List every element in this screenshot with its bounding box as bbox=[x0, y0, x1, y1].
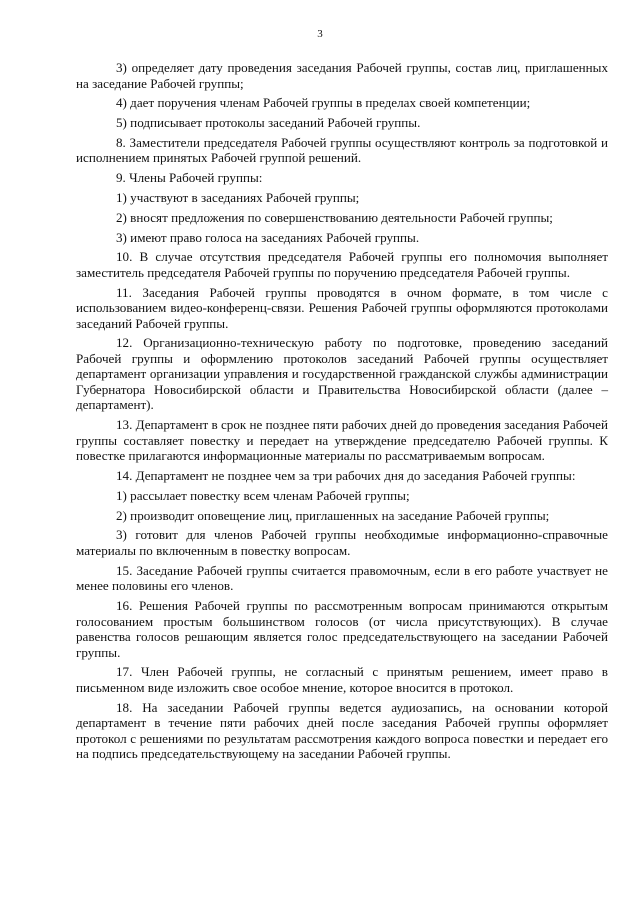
paragraph: 1) участвуют в заседаниях Рабочей группы; bbox=[116, 189, 360, 205]
paragraph: 12. Организационно-техническую работу по подготовке, проведению заседаний Рабочей группы и оформлению протоколов заседаний Рабочей группы осуществляет департамент организации управления и государственной гражданской службы администрации Губернатора Новосибирской области и Правительства Новосибирской области (далее – департамент). bbox=[76, 335, 608, 413]
page-number: 3 bbox=[317, 28, 323, 40]
document-body bbox=[76, 60, 608, 766]
paragraph: 5) подписывает протоколы заседаний Рабочей группы. bbox=[116, 115, 421, 131]
paragraph: 16. Решения Рабочей группы по рассмотренным вопросам принимаются открытым голосованием простым большинством голосов (от числа присутствующих). В случае равенства голосов решающим является голос председательствующего на заседании Рабочей группы. bbox=[76, 598, 608, 660]
paragraph: 1) рассылает повестку всем членам Рабочей группы; bbox=[116, 487, 410, 503]
paragraph: 3) имеют право голоса на заседаниях Рабочей группы. bbox=[116, 229, 420, 245]
paragraph: 10. В случае отсутствия председателя Рабочей группы его полномочия выполняет заместитель председателя Рабочей группы по поручению председателя Рабочей группы. bbox=[76, 249, 608, 280]
paragraph: 8. Заместители председателя Рабочей группы осуществляют контроль за подготовкой и исполнением принятых Рабочей группой решений. bbox=[76, 134, 608, 166]
paragraph: 3) готовит для членов Рабочей группы необходимые информационно-справочные материалы по включенным в повестку вопросам. bbox=[76, 527, 608, 558]
paragraph: 3) определяет дату проведения заседания Рабочей группы, состав лиц, приглашенных на заседание Рабочей группы; bbox=[76, 60, 608, 91]
paragraph: 18. На заседании Рабочей группы ведется аудиозапись, на основании которой департамент в течение пяти рабочих дней после заседания Рабочей группы оформляет протокол с решениями по результатам рассмотрения каждого вопроса повестки и передает его на подпись председательствующему на заседании Рабочей группы. bbox=[76, 699, 608, 762]
paragraph: 15. Заседание Рабочей группы считается правомочным, если в его работе участвует не менее половины его членов. bbox=[76, 562, 608, 594]
paragraph: 9. Члены Рабочей группы: bbox=[116, 170, 263, 186]
paragraph: 2) вносят предложения по совершенствованию деятельности Рабочей группы; bbox=[116, 209, 553, 225]
paragraph: 2) производит оповещение лиц, приглашенных на заседание Рабочей группы; bbox=[116, 507, 550, 523]
paragraph: 14. Департамент не позднее чем за три рабочих дня до заседания Рабочей группы: bbox=[116, 468, 576, 484]
paragraph: 17. Член Рабочей группы, не согласный с принятым решением, имеет право в письменном виде изложить свое особое мнение, которое вносится в протокол. bbox=[76, 664, 608, 695]
paragraph: 11. Заседания Рабочей группы проводятся в очном формате, в том числе с использованием видео-конференц-связи. Решения Рабочей группы оформляются протоколами заседаний Рабочей группы. bbox=[76, 284, 608, 331]
paragraph: 13. Департамент в срок не позднее пяти рабочих дней до проведения заседания Рабочей группы составляет повестку и передает на утверждение председателю Рабочей группы. К повестке прилагаются информационные материалы по рассматриваемым вопросам. bbox=[76, 417, 608, 464]
paragraph: 4) дает поручения членам Рабочей группы в пределах своей компетенции; bbox=[116, 95, 531, 111]
